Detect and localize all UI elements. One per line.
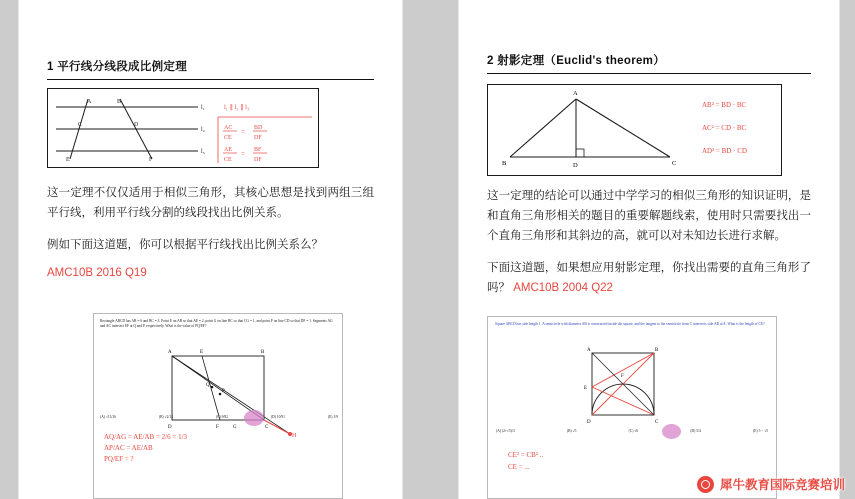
svg-text:P: P <box>222 389 225 394</box>
right-page-column <box>458 0 840 499</box>
handwritten-line-2: CE = ... <box>508 463 530 471</box>
svg-text:F: F <box>621 374 624 379</box>
amc-2004-choices <box>496 429 768 434</box>
svg-text:BD: BD <box>254 125 263 131</box>
svg-text:BF: BF <box>254 147 262 153</box>
page-gutter-left <box>0 0 18 499</box>
svg-text:F: F <box>149 157 153 163</box>
svg-text:l₂: l₂ <box>201 127 205 133</box>
amc-choice-a: (A) √13/16 <box>100 415 117 419</box>
section-1-amc-reference: AMC10B 2016 Q19 <box>47 267 147 279</box>
svg-text:AC² = CD · BC: AC² = CD · BC <box>702 124 747 132</box>
figure-amc-2004-q22 <box>487 316 777 499</box>
answer-highlight <box>662 424 681 439</box>
section-1-paragraph-2: 例如下面这道题，你可以根据平行线找出比例关系么？ <box>47 239 323 251</box>
svg-text:l₁: l₁ <box>201 105 205 111</box>
section-1-paragraph-1: 这一定理不仅仅适用于相似三角形，其核心思想是找到两组三组平行线，利用平行线分割的线段找出比例关系。 <box>47 187 374 219</box>
svg-text:AC: AC <box>224 125 233 131</box>
svg-text:l₁ ∥ l₂ ∥ l₃: l₁ ∥ l₂ ∥ l₃ <box>224 104 250 111</box>
handwritten-line-2: AP/AC = AE/AB <box>104 444 153 452</box>
svg-text:=: = <box>241 128 245 136</box>
svg-text:DF: DF <box>254 157 262 163</box>
watermark-brand-text: 犀牛教育国际竞赛培训 <box>719 478 845 492</box>
handwritten-line-1: AQ/AG = AE/AB = 2/6 = 1/3 <box>104 433 188 441</box>
svg-text:A: A <box>87 99 92 105</box>
amc-2004-problem-text: Square ABCD has side length 1. A semicircle with diameter AB is constructed inside the square, and the tangent to the semicircle from C intersects side AD at E. What is the length of CE? <box>495 322 765 326</box>
section-1-heading: 1 平行线分线段成比例定理 <box>47 61 187 73</box>
section-1-rule <box>47 79 374 80</box>
svg-text:CE: CE <box>224 157 232 163</box>
svg-text:E: E <box>584 386 588 391</box>
figure-euclid-theorem <box>487 84 782 176</box>
answer-highlight <box>244 410 264 426</box>
svg-text:Q: Q <box>206 383 210 388</box>
svg-text:A: A <box>587 348 591 353</box>
svg-text:B: B <box>261 350 265 355</box>
handwritten-line-1: CE² = CB² .. <box>508 451 544 459</box>
svg-text:B: B <box>117 99 122 105</box>
svg-text:AE: AE <box>224 147 232 153</box>
handwritten-line-3: PQ/EF = ? <box>104 455 134 463</box>
svg-text:C: C <box>655 420 659 425</box>
svg-text:F: F <box>216 425 219 430</box>
svg-text:D: D <box>168 425 172 430</box>
svg-text:AB² = BD · BC: AB² = BD · BC <box>702 101 747 109</box>
amc-choice-e: (E) 1/9 <box>327 415 338 419</box>
left-page-column <box>18 0 403 499</box>
svg-text:CE: CE <box>224 135 232 141</box>
svg-text:B: B <box>655 348 659 353</box>
svg-text:E: E <box>66 157 70 163</box>
handwritten-working <box>508 449 768 473</box>
section-2-paragraph-1: 这一定理的结论可以通过中学学习的相似三角形的知识证明，是和直角三角形相关的题目的重要解题线索，使用时只需要找出一个直角三角形和其斜边的高，就可以对未知边长进行求解。 <box>487 190 811 242</box>
svg-text:A: A <box>168 350 172 355</box>
amc-choices <box>100 415 338 420</box>
svg-text:C: C <box>78 122 83 128</box>
figure-amc-2016-q19 <box>93 313 343 499</box>
amc-choice-c: (C) 9/82 <box>215 415 228 419</box>
section-2-rule <box>487 73 811 74</box>
svg-text:E: E <box>200 350 204 355</box>
svg-text:D: D <box>587 420 591 425</box>
handwritten-working <box>104 432 336 465</box>
svg-text:G: G <box>233 425 237 430</box>
watermark <box>697 475 845 493</box>
section-2-heading: 2 射影定理（Euclid's theorem） <box>487 55 665 67</box>
svg-text:B: B <box>502 160 507 167</box>
svg-text:l₃: l₃ <box>201 149 205 155</box>
page-gutter-right <box>840 0 855 499</box>
amc-problem-text: Rectangle ABCD has AB = 6 and BC = 3. Point E on AB so that AE = 2, point G on line BC so that CG = 1, and point F on line CD so that DF = 1. Segments AG and AC intersect EF at Q and P, respectively. What is the value of PQ/EF? <box>100 319 333 328</box>
svg-text:AD² = BD · CD: AD² = BD · CD <box>702 147 747 155</box>
amc-2004-choice-e: (E) 5 − √5 <box>753 429 768 433</box>
svg-text:DF: DF <box>254 135 262 141</box>
amc-2004-choice-d: (D) 5/4 <box>690 429 701 433</box>
page-gutter-middle <box>403 0 458 499</box>
amc-choice-d: (D) 10/91 <box>270 415 285 419</box>
rhino-circle-logo-icon <box>697 476 714 493</box>
amc-2004-choice-a: (A) (2+√5)/3 <box>496 429 515 433</box>
amc-2004-choice-b: (B) √5 <box>566 429 577 433</box>
svg-text:H: H <box>292 433 297 439</box>
svg-text:D: D <box>573 162 578 169</box>
svg-text:C: C <box>265 425 269 430</box>
section-2-amc-reference: AMC10B 2004 Q22 <box>513 282 613 294</box>
svg-text:D: D <box>134 122 139 128</box>
section-2-paragraph-2: 下面这道题，如果想应用射影定理，你找出需要的直角三角形了吗？ <box>487 262 811 294</box>
svg-text:C: C <box>672 160 677 167</box>
svg-text:A: A <box>573 90 578 97</box>
figure-parallel-lines <box>47 88 319 168</box>
amc-choice-b: (B) √2/13 <box>158 415 174 419</box>
amc-2004-choice-c: (C) √6 <box>628 429 639 433</box>
svg-text:=: = <box>241 150 245 158</box>
section-2-paragraph-2-wrapper <box>487 258 811 298</box>
